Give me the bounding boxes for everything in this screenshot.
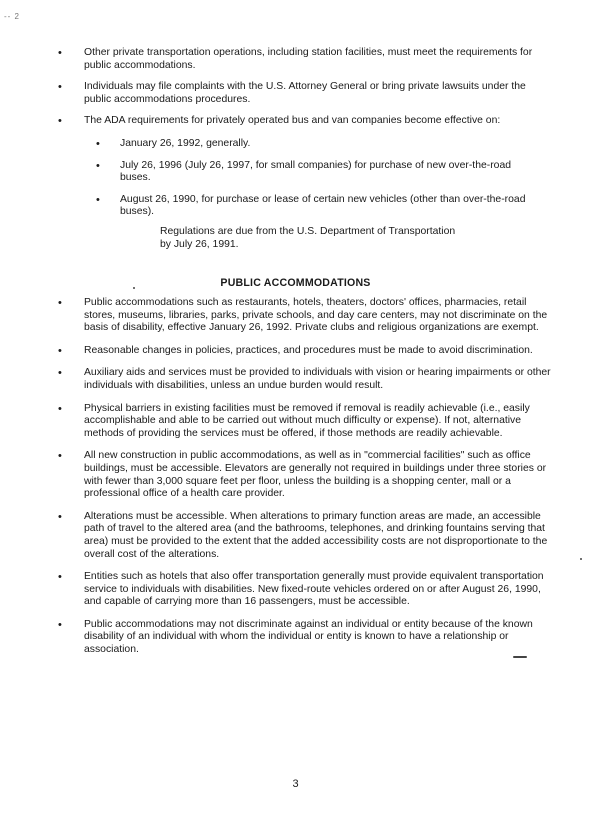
bullet-icon: • xyxy=(96,159,100,172)
page-number: 3 xyxy=(292,778,299,790)
bullet-text: Public accommodations may not discriminate against an individual or entity because of the known disability of an individual with whom the individual or entity is known to have a relationship or association. xyxy=(84,618,533,656)
bullet-text: August 26, 1990, for purchase or lease of certain new vehicles (other than over-the-road buses). xyxy=(120,193,526,218)
scan-speck xyxy=(133,287,135,289)
list-item xyxy=(58,81,554,106)
bullet-text: Other private transportation operations, including station facilities, must meet the requirements for public accommodations. xyxy=(84,47,533,71)
bullet-text: Public accommodations such as restaurants, hotels, theaters, doctors' offices, pharmacies, retail stores, museums, libraries, parks, private schools, and day care centers, may not discriminate on the basis of disability, effective January 26, 1992. Private clubs and religious organizations are exempt. xyxy=(84,297,548,334)
bullet-icon: • xyxy=(96,193,100,206)
section-heading: PUBLIC ACCOMMODATIONS xyxy=(220,277,371,289)
bullet-text: Individuals may file complaints with the U.S. Attorney General or bring private lawsuits under the public accommodations procedures. xyxy=(84,81,526,105)
bullet-icon: • xyxy=(58,47,62,59)
list-item xyxy=(58,618,554,657)
list-item xyxy=(58,510,554,561)
effective-dates-sublist xyxy=(96,138,540,228)
bullet-text: Auxiliary aids and services must be provided to individuals with vision or hearing impairments or other individuals with disabilities, unless an undue burden would result. xyxy=(84,367,551,391)
bullet-icon: • xyxy=(58,297,62,309)
list-item xyxy=(58,115,554,128)
bullet-text: January 26, 1992, generally. xyxy=(120,138,251,149)
bullet-text: Alterations must be accessible. When alterations to primary function areas are made, an accessible path of travel to the altered area (and the bathrooms, telephones, and drinking fountains serving that area) must be provided to the extent that the added accessibility costs are not disproportionate to the overall cost of the alterations. xyxy=(84,510,548,560)
bullet-icon: • xyxy=(58,402,62,415)
list-item xyxy=(96,159,540,185)
bullet-icon: • xyxy=(58,510,62,523)
bullet-icon: • xyxy=(58,571,62,584)
bullet-icon: • xyxy=(58,81,62,94)
bullet-icon: • xyxy=(58,618,62,631)
scan-speck xyxy=(513,656,527,658)
list-item xyxy=(58,344,554,358)
list-item xyxy=(58,47,554,72)
bullet-text: July 26, 1996 (July 26, 1997, for small companies) for purchase of new over-the-road buses. xyxy=(120,159,512,184)
corner-mark: -- 2 xyxy=(4,12,20,21)
public-accommodations-bullet-list xyxy=(58,297,554,667)
bullet-text: Entities such as hotels that also offer transportation generally must provide equivalent transportation service to individuals with disabilities. New fixed-route vehicles ordered on or after August 26, 1990, and capable of carrying more than 16 passengers, must be accessible. xyxy=(84,571,544,608)
list-item xyxy=(58,297,554,335)
list-item xyxy=(58,367,554,392)
list-item xyxy=(96,138,540,151)
bullet-icon: • xyxy=(58,367,62,380)
bullet-icon: • xyxy=(96,138,100,150)
regulations-note: Regulations are due from the U.S. Department of Transportation by July 26, 1991. xyxy=(160,226,456,250)
bullet-text: All new construction in public accommodations, as well as in "commercial facilities" such as office buildings, must be accessible. Elevators are generally not required in buildings under three stories or with fewer than 3,000 square feet per floor, unless the building is a shopping center, mall or a professional office of a health care provider. xyxy=(84,450,547,500)
list-item xyxy=(96,193,540,219)
list-item xyxy=(58,402,554,441)
bullet-icon: • xyxy=(58,450,62,463)
bullet-text: Physical barriers in existing facilities must be removed if removal is readily achievable (i.e., easily accomplishable and able to be carried out without much difficulty or expense). If not, alternative methods of providing the services must be offered, if those methods are readily achievable. xyxy=(84,402,530,439)
bullet-text: The ADA requirements for privately operated bus and van companies become effective on: xyxy=(84,115,501,127)
transportation-bullet-list xyxy=(58,47,554,137)
bullet-icon: • xyxy=(58,115,62,128)
scan-speck xyxy=(580,558,582,560)
list-item xyxy=(58,450,554,500)
list-item xyxy=(58,571,554,609)
bullet-icon: • xyxy=(58,344,62,357)
bullet-text: Reasonable changes in policies, practices, and procedures must be made to avoid discrimination. xyxy=(84,344,533,356)
